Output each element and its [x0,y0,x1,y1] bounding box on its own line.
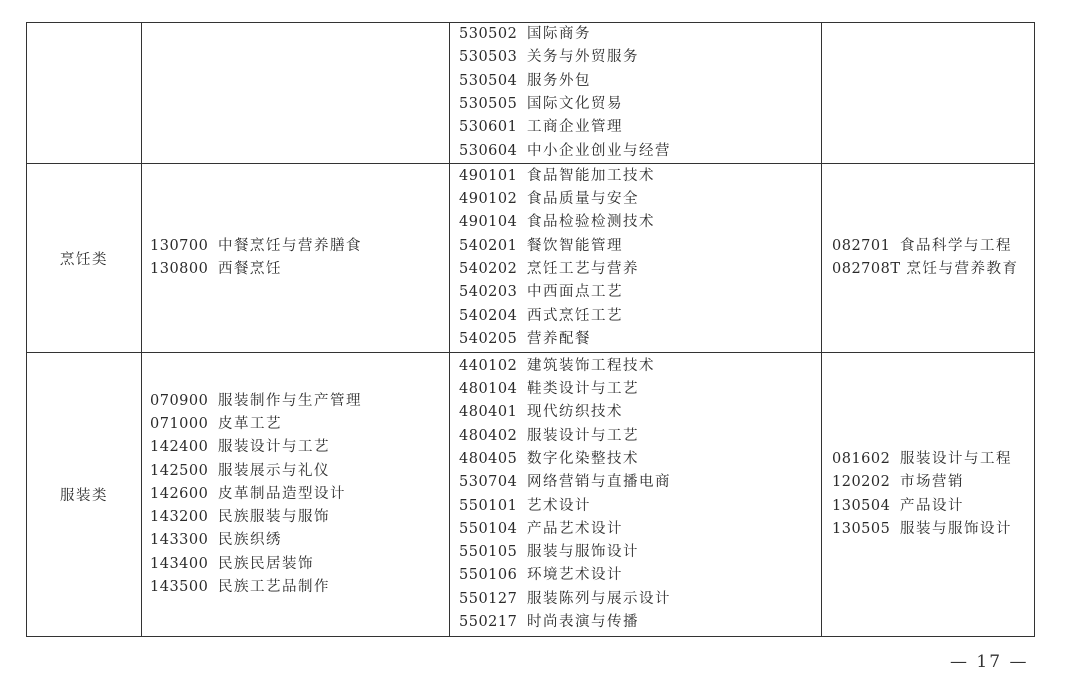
major-name: 时尚表演与传播 [527,613,639,630]
major-name: 国际文化贸易 [527,96,623,112]
major-code: 130505 [832,520,891,537]
major-code: 530601 [459,119,518,136]
major-name: 服装与服饰设计 [527,544,639,561]
major-name: 皮革制品造型设计 [218,485,346,502]
major-code: 550127 [459,590,518,607]
major-code: 540202 [459,261,518,277]
major-entry [459,611,821,634]
major-code: 130700 [150,237,209,254]
major-entry [459,401,821,424]
major-code: 143200 [150,509,209,526]
major-name: 鞋类设计与工艺 [527,381,639,398]
major-entry [150,235,449,258]
major-code: 530503 [459,49,518,66]
major-name: 服装设计与工艺 [527,427,639,444]
major-name: 关务与外贸服务 [527,49,639,66]
major-name: 食品科学与工程 [900,237,1012,254]
major-code: 130504 [832,497,891,514]
major-code: 130800 [150,261,209,277]
major-code: 540205 [459,330,518,347]
vocational-major-cell [450,164,822,353]
major-name: 餐饮智能管理 [527,237,623,254]
major-code: 070900 [150,392,209,409]
major-entry [459,281,821,304]
major-code: 530504 [459,72,518,89]
major-code: 082701 [832,237,891,254]
category-label: 烹饪类 [60,251,108,268]
major-entry [459,305,821,328]
major-name: 服装设计与工程 [900,450,1012,467]
major-code: 480405 [459,450,518,467]
secondary-major-cell [142,353,450,637]
major-code: 540204 [459,307,518,324]
major-code: 120202 [832,474,891,491]
major-code: 530505 [459,96,518,112]
major-name: 营养配餐 [527,330,591,347]
major-code: 480104 [459,381,518,398]
major-entry [150,413,449,436]
major-entry [459,425,821,448]
major-code: 440102 [459,357,518,374]
table-row [27,23,1035,164]
major-entry [832,448,1034,471]
major-entry [150,576,449,599]
major-entry [150,258,449,281]
major-name: 中西面点工艺 [527,284,623,301]
major-entry [459,211,821,234]
major-code: 081602 [832,450,891,467]
major-name: 服装设计与工艺 [218,439,330,456]
majors-table [26,22,1035,637]
major-code: 550106 [459,567,518,584]
major-entry [459,448,821,471]
major-entry [832,495,1034,518]
major-name: 皮革工艺 [218,415,282,432]
major-entry [832,471,1034,494]
major-code: 490101 [459,167,518,184]
major-entry [150,390,449,413]
major-name: 烹饪工艺与营养 [527,261,639,277]
secondary-major-cell [142,164,450,353]
major-name: 服装展示与礼仪 [218,462,330,479]
major-entry [459,188,821,211]
major-code: 480401 [459,404,518,421]
major-code: 550101 [459,497,518,514]
major-code: 550105 [459,544,518,561]
major-entry [459,541,821,564]
major-name: 服务外包 [527,72,591,89]
major-entry [459,588,821,611]
major-name: 艺术设计 [527,497,591,514]
major-entry [150,529,449,552]
major-code: 540203 [459,284,518,301]
major-code: 490102 [459,191,518,208]
major-name: 民族工艺品制作 [218,579,330,596]
table-row [27,164,1035,353]
major-entry [150,483,449,506]
category-cell [27,353,142,637]
major-entry [459,471,821,494]
major-entry [459,46,821,69]
major-name: 食品智能加工技术 [527,167,655,184]
major-name: 中小企业创业与经营 [527,142,671,159]
major-entry [459,235,821,258]
secondary-major-cell [142,23,450,164]
major-code: 142400 [150,439,209,456]
major-entry [459,140,821,163]
major-name: 中餐烹饪与营养膳食 [218,237,362,254]
major-name: 市场营销 [900,474,964,491]
category-label: 服装类 [60,488,108,504]
major-name: 网络营销与直播电商 [527,474,671,491]
major-code: 550104 [459,520,518,537]
major-name: 食品检验检测技术 [527,214,655,231]
major-name: 民族服装与服饰 [218,509,330,526]
major-entry [459,355,821,378]
major-name: 产品艺术设计 [527,520,623,537]
major-entry [832,258,1034,281]
major-entry [459,328,821,351]
major-name: 服装陈列与展示设计 [527,590,671,607]
major-code: 143500 [150,579,209,596]
major-entry [150,506,449,529]
major-name: 食品质量与安全 [527,191,639,208]
undergraduate-major-cell [822,164,1035,353]
undergraduate-major-cell [822,23,1035,164]
major-code: 142600 [150,485,209,502]
major-code: 143300 [150,532,209,549]
major-name: 建筑装饰工程技术 [527,357,655,374]
category-cell [27,23,142,164]
major-entry [832,518,1034,541]
major-code: 142500 [150,462,209,479]
major-name: 西式烹饪工艺 [527,307,623,324]
major-code: 530604 [459,142,518,159]
major-code: 550217 [459,613,518,630]
major-name: 工商企业管理 [527,119,623,136]
major-name: 烹饪与营养教育 [906,261,1019,277]
major-entry [459,378,821,401]
major-entry [459,495,821,518]
major-entry [832,235,1034,258]
major-entry [459,93,821,116]
major-code: 530704 [459,474,518,491]
major-entry [459,258,821,281]
major-code: 540201 [459,237,518,254]
major-entry [459,70,821,93]
major-code: 082708T [832,261,901,277]
major-entry [459,23,821,46]
major-entry [459,165,821,188]
major-name: 现代纺织技术 [527,404,623,421]
major-code: 143400 [150,555,209,572]
major-name: 民族民居装饰 [218,555,314,572]
major-code: 530502 [459,26,518,43]
undergraduate-major-cell [822,353,1035,637]
table-row [27,353,1035,637]
major-name: 数字化染整技术 [527,450,639,467]
major-code: 480402 [459,427,518,444]
major-name: 环境艺术设计 [527,567,623,584]
vocational-major-cell [450,353,822,637]
vocational-major-cell [450,23,822,164]
category-cell [27,164,142,353]
major-name: 国际商务 [527,26,591,43]
major-entry [150,553,449,576]
major-entry [459,564,821,587]
major-code: 071000 [150,415,209,432]
major-entry [459,116,821,139]
major-entry [150,436,449,459]
major-name: 民族织绣 [218,532,282,549]
major-name: 产品设计 [900,497,964,514]
major-entry [459,518,821,541]
major-name: 服装制作与生产管理 [218,392,362,409]
major-entry [150,460,449,483]
major-code: 490104 [459,214,518,231]
page-number: — 17 — [950,652,1029,672]
major-name: 服装与服饰设计 [900,520,1012,537]
major-name: 西餐烹饪 [218,261,282,277]
